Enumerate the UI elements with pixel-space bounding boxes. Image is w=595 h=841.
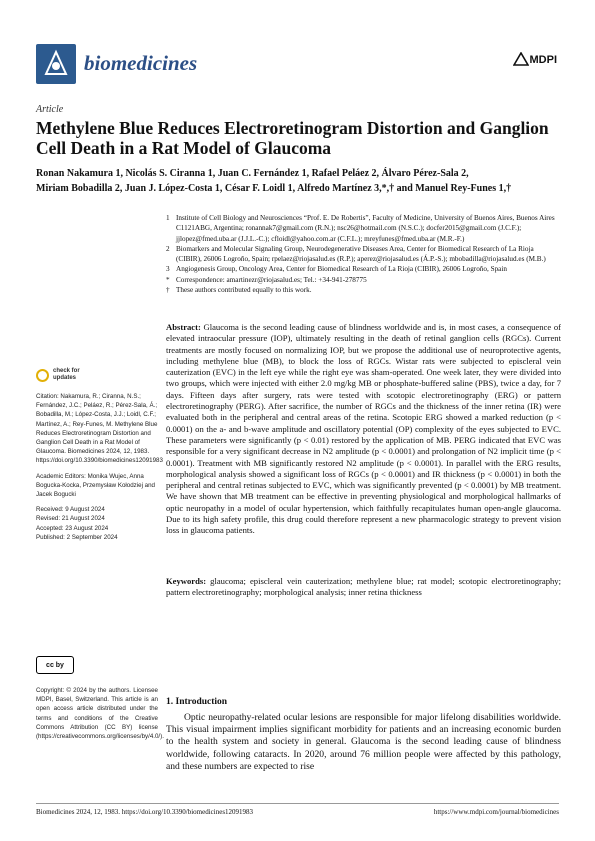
copyright-notice: Copyright: © 2024 by the authors. Licensee MDPI, Basel, Switzerland. This article is an open access article distributed under the terms and conditions of the Creative Commons Attribution (CC BY) license (https://creativecommons.org/licenses/by/4.0/). [36,687,164,741]
article-type: Article [36,104,64,115]
publisher-name[interactable]: MDPI [529,54,557,66]
cc-by-license-icon[interactable]: cc by [36,656,74,674]
footer-divider [36,803,559,804]
journal-name[interactable]: biomedicines [84,51,198,75]
mdpi-logo-icon [513,52,529,66]
article-info-sidebar [36,392,163,542]
intro-paragraph: Optic neuropathy-related ocular lesions are responsible for major lifelong disabilities worldwide. This visual impairment implies significant morbidity for patients and an increasing economic burden to the health system and society in general. Glaucoma is the second leading cause of blindness worldwide, following cataracts. In 2020, around 76 million people were affected by this pathology, and these numbers are expected to rise [166,712,561,772]
keywords [166,576,561,599]
published-date: Published: 2 September 2024 [36,533,118,541]
revised-date: Revised: 21 August 2024 [36,515,105,523]
abstract-text: Glaucoma is the second leading cause of blindness worldwide and is, in most cases, a consequence of elevated intraocular pressure (IOP), ultimately resulting in the death of retinal ganglion cells (RGCs). Current treatments are mostly focused on normalizing IOP, but we propose the additional use of neuroprotective agents, including methylene blue (MB), to block the loss of RGCs. Wistar rats were subjected to episcleral vein cauterization (EVC) in the left eye while the right eye was sham-operated. One week later, they were divided into two groups, which were injected with either 2.0 mg/kg MB or phosphate-buffered saline (PBS), twice a day, for 7 days. Fifteen days after surgery, rats were tested with scotopic electroretinography (ERG) or pattern electroretinography (PERG). After sacrifice, the number of RGCs and the thickness of the inner retina (IR) were evaluated both in the peripheral and central areas of the retina. Scotopic ERG showed a marked reduction (p < 0.0001) on the a- and b-wave amplitude and oscillatory potential (OP) complexity of the eyes subjected to EVC. These parameters were significantly (p < 0.01) restored by the application of MB. PERG indicated that EVC was responsible for a very significant decrease in N2 amplitude (p < 0.0001) and prolongation of N2 implicit time (p < 0.0001). Treatment with MB significantly restored N2 amplitude (p < 0.0001). In parallel with the ERG results, morphological analysis showed a significant loss of RGCs (p < 0.0001) and IR thickness (p < 0.0001) in both the peripheral and central retinas subjected to EVC, which was significantly prevented (p < 0.0001) by MB treatment. We have shown that MB treatment can be effective in preventing physiological and morphological hallmarks of optic neuropathy in a model of ocular hypertension, which faithfully recapitulates human open-angle glaucoma. Due to its high safety profile, this drug could therefore represent a new pharmacologic strategy to prevent vision loss in glaucoma patients. [166,322,561,536]
citation: Citation: Nakamura, R.; Ciranna, N.S.; Fernández, J.C.; Peláez, R.; Pérez-Sala, Á.; Bobadilla, M.; López-Costa, J.J.; Loidl, C.F.; Martínez, A.; Rey-Funes, M. Methylene Blue Reduces Electroretinogram Distortion and Ganglion Cell Death in a Rat Model of Glaucoma. Biomedicines 2024, 12, 1983. https://doi.org/10.3390/biomedicines12091983 [36,393,163,465]
affiliation-item: 1 Institute of Cell Biology and Neurosciences “Prof. E. De Robertis”, Faculty of Medicine, University of Buenos Aires, Buenos Aires C1121ABG, Argentina; ronannak7@gmail.com (R.N.); nsc26@hotmail.com (N.S.C.); docfer2015@gmail.com (J.C.F.); jjlopez@fmed.uba.ar (J.J.L.-C.); cfloidl@yahoo.com.ar (C.F.L.); mreyfunes@fmed.uba.ar (M.R.-F.) [166,214,555,243]
academic-editors: Academic Editors: Monika Wujec, Anna Bogucka-Kocka, Przemysław Kołodziej and Jacek Bogucki [36,472,155,499]
check-for-updates-button[interactable]: check for updates [36,368,80,382]
journal-logo [36,44,76,84]
equal-contribution-note: † These authors contributed equally to this work. [166,286,312,295]
authors-line-2: Miriam Bobadilla 2, Juan J. López-Costa 1, César F. Loidl 1, Alfredo Martínez 3,*,† and Manuel Rey-Funes 1,† [36,183,512,194]
keywords-text: glaucoma; episcleral vein cauterization; methylene blue; rat model; scotopic electroretinography; pattern electroretinography; morphological analysis; inner retina thickness [166,576,561,598]
correspondence: * Correspondence: amartinezr@riojasalud.es; Tel.: +34-941-278775 [166,275,367,284]
article-title: Methylene Blue Reduces Electroretinogram Distortion and Ganglion Cell Death in a Rat Model of Glaucoma [36,118,549,158]
keywords-label: Keywords: [166,576,207,586]
affiliations [166,213,561,295]
author-list [36,166,566,196]
footer-journal-url[interactable]: https://www.mdpi.com/journal/biomedicines [433,808,559,816]
journal-logo-icon [36,44,76,84]
received-date: Received: 9 August 2024 [36,506,105,514]
authors-line-1: Ronan Nakamura 1, Nicolás S. Ciranna 1, Juan C. Fernández 1, Rafael Peláez 2, Álvaro Pérez-Sala 2, [36,168,469,179]
accepted-date: Accepted: 23 August 2024 [36,524,109,532]
abstract [166,322,561,537]
check-updates-icon [36,369,49,382]
affiliation-item: 2 Biomarkers and Molecular Signaling Group, Neurodegenerative Diseases Area, Center for Biomedical Research of La Rioja (CIBIR), 26006 Logroño, Spain; rpelaez@riojasalud.es (R.P.); aperez@riojasalud.es (Á.P.-S.); mbobadilla@riojasalud.es (M.B.) [166,244,546,264]
abstract-label: Abstract: [166,322,201,332]
affiliation-item: 3 Angiogenesis Group, Oncology Area, Center for Biomedical Research of La Rioja (CIBIR), 26006 Logroño, Spain [166,265,507,274]
section-heading: 1. Introduction [166,697,228,707]
footer-citation[interactable]: Biomedicines 2024, 12, 1983. https://doi.org/10.3390/biomedicines12091983 [36,808,254,816]
